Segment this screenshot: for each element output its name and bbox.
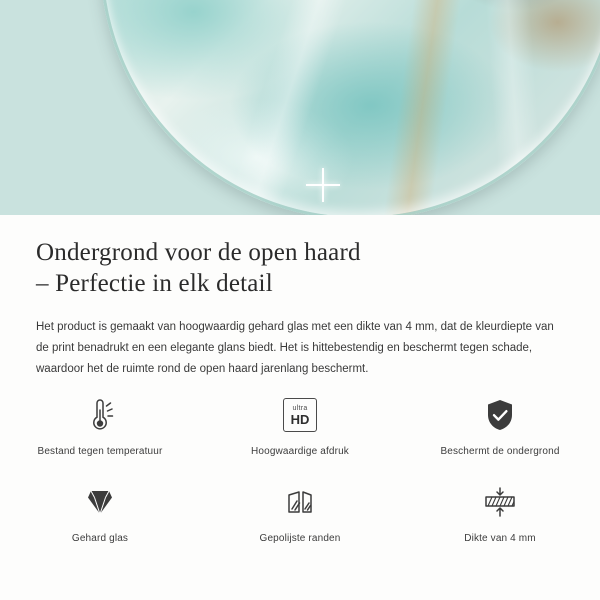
page-title	[36, 237, 564, 299]
feature-grid	[0, 388, 600, 548]
ultra-hd-icon	[283, 392, 317, 438]
feature-item-thickness	[400, 475, 600, 548]
text-content	[0, 215, 600, 380]
thermometer-icon	[79, 392, 121, 438]
page-title-line-1: Ondergrond voor de open haard	[36, 239, 361, 266]
thickness-arrows-icon	[477, 479, 523, 525]
body-paragraph: Het product is gemaakt van hoogwaardig gehard glas met een dikte van 4 mm, dat de kleurdiepte van de print benadrukt en een elegante glans biedt. Het is hittebestendig en beschermt tegen schade, waardoor het de ruimte rond de open haard jarenlang beschermt.	[36, 321, 554, 375]
feature-label: Gepolijste randen	[259, 533, 341, 544]
feature-item-surface-protection	[400, 388, 600, 461]
diamond-icon	[79, 479, 121, 525]
feature-label: Dikte van 4 mm	[464, 533, 536, 544]
feature-label: Hoogwaardige afdruk	[251, 446, 349, 457]
ultra-hd-badge-top: ultra	[292, 404, 308, 412]
glass-panel	[100, 0, 600, 215]
shield-check-icon	[479, 392, 521, 438]
feature-item-tempered-glass	[0, 475, 200, 548]
feature-item-polished-edges	[200, 475, 400, 548]
feature-label: Beschermt de ondergrond	[440, 446, 560, 457]
hero-image	[0, 0, 600, 215]
feature-label: Gehard glas	[71, 533, 129, 544]
ultra-hd-badge-bottom: HD	[290, 411, 310, 427]
feature-label: Bestand tegen temperatuur	[37, 446, 163, 457]
page-title-line-2: – Perfectie in elk detail	[36, 270, 273, 297]
feature-item-print-quality	[200, 388, 400, 461]
feature-item-temperature	[0, 388, 200, 461]
polished-edges-icon	[279, 479, 321, 525]
